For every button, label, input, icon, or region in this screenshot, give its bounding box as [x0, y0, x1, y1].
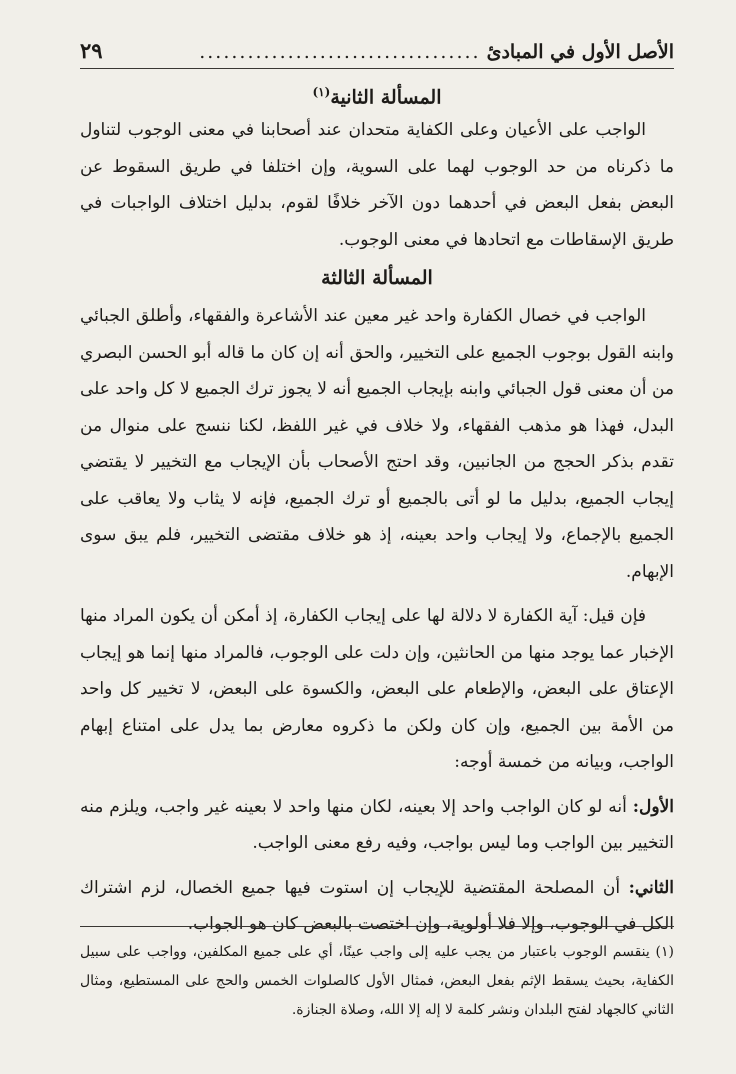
section-title-second-issue: [80, 72, 674, 112]
paragraph-first-point: [80, 789, 674, 862]
section-title-third-issue: المسألة الثالثة: [321, 267, 433, 289]
footnote: (١) ينقسم الوجوب باعتبار من يجب عليه إلى واجب عينًا، أي على جميع المكلفين، وواجب على سبيل الكفاية، بحيث يسقط الإثم بفعل البعض، فمثال الأول كالصلوات الخمس والحج على المستطيع، ومثال الثاني كالجهاد لفتح البلدان ونشر كلمة لا إله إلا الله، وصلاة الجنازة.: [80, 944, 674, 1018]
point-text: أنه لو كان الواجب واحد إلا بعينه، لكان منها واحد لا بعينه غير واجب، ويلزم منه التخيير بين الواجب وما ليس بواجب، وفيه رفع معنى الواجب.: [80, 796, 674, 853]
footnote-ref[interactable]: (١): [312, 85, 331, 99]
paragraph: فإن قيل: آية الكفارة لا دلالة لها على إيجاب الكفارة، إذ أمكن أن يكون المراد منها الإخبار عما يوجد منها من الحانثين، وإن دلت على الوجوب، فالمراد منها إنما هو إيجاب الإعتاق على البعض، والإطعام على البعض، والكسوة على البعض، لا تخيير كل واحد من الأمة بين الجميع، وإن كان ولكن ما ذكروه معارض بما يدل على امتناع إبهام الواجب، وبيانه من خمسة أوجه:: [80, 606, 674, 772]
paragraph-second-point: [80, 870, 674, 943]
paragraph: الواجب في خصال الكفارة واحد غير معين عند الأشاعرة والفقهاء، وأطلق الجبائي وابنه القول بوجوب الجميع على التخيير، والحق أنه إن كان ما قاله أبو الحسن البصري من أن معنى قول الجبائي وابنه بإيجاب الجميع أنه لا يجوز ترك الجميع لا كل واحد على البدل، فهذا هو مذهب الفقهاء، ولا خلاف في غير اللفظ، لكنا ننسج على منوال من تقدم بذكر الحجج من الجانبين، وقد احتج الأصحاب بأن الإيجاب مع التخيير لا يقتضي إيجاب الجميع، بدليل ما لو أتى بالجميع أو ترك الجميع، فإنه لا يثاب ولا يعاقب على الجميع بالإجماع، ولا إيجاب واحد بعينه، إذ هو خلاف مقتضى التخيير، فلم يبق سوى الإبهام.: [80, 306, 674, 582]
section-title-text: المسألة الثانية: [330, 86, 442, 109]
header-leader-dots: ...................................: [199, 41, 481, 63]
point-text: أن المصلحة المقتضية للإيجاب إن استوت فيها جميع الخصال، لزم اشتراك الكل في الوجوب، وإلا فلا أولوية، وإن اختصت بالبعض كان هو الجواب.: [80, 877, 674, 934]
page-number: ٢٩: [80, 38, 103, 63]
point-label: الثاني:: [628, 877, 674, 898]
point-label: الأول:: [632, 796, 674, 817]
footnote-divider: [80, 926, 674, 927]
header-title: الأصل الأول في المبادئ: [486, 41, 674, 63]
page-body: [80, 72, 674, 943]
running-header: [80, 38, 674, 69]
paragraph: الواجب على الأعيان وعلى الكفاية متحدان عند أصحابنا في معنى الوجوب لتناول ما ذكرناه من حد الوجوب لهما على السوية، وإن اختلفا في طريق السقوط عن البعض بفعل البعض في أحدهما دون الآخر خلافًا لقوم، بدليل اختلاف الواجبات في طريق الإسقاطات مع اتحادها في معنى الوجوب.: [80, 120, 674, 250]
